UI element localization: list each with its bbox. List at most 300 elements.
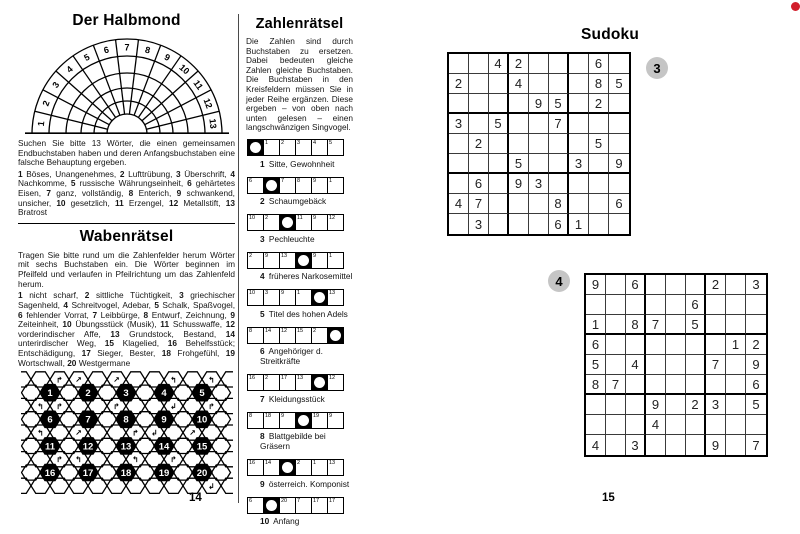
sudoku-cell[interactable] [706, 415, 726, 435]
sudoku-cell[interactable]: 8 [626, 315, 646, 335]
sudoku-cell[interactable]: 1 [726, 335, 746, 355]
sudoku-cell[interactable] [569, 134, 589, 154]
strip-cell[interactable] [328, 253, 343, 268]
clue-number: 10 [62, 319, 72, 330]
strip-cell-number: 6 [249, 177, 253, 184]
strip-cell[interactable] [248, 375, 264, 390]
sudoku-cell[interactable]: 4 [509, 74, 529, 94]
strip-clue-number: 10 [260, 516, 270, 527]
sudoku-cell[interactable] [706, 375, 726, 395]
sudoku-cell[interactable]: 4 [646, 415, 666, 435]
sudoku-cell[interactable] [549, 74, 569, 94]
strip-circle-cell[interactable] [264, 178, 280, 193]
sudoku-cell[interactable] [606, 355, 626, 375]
strip-cell[interactable] [248, 178, 264, 193]
strip-clue: 1 Sitte, Gewohnheit [260, 158, 335, 169]
strip-cell[interactable] [280, 375, 296, 390]
sudoku-cell[interactable] [569, 54, 589, 74]
sudoku-cell[interactable] [706, 335, 726, 355]
strip-cell-number: 1 [329, 252, 333, 259]
sudoku-cell[interactable] [606, 275, 626, 295]
sudoku-cell[interactable]: 2 [449, 74, 469, 94]
halbmond-column [18, 8, 235, 497]
sudoku-cell[interactable]: 2 [706, 275, 726, 295]
sudoku-cell[interactable] [606, 395, 626, 415]
strip-cell[interactable] [312, 215, 328, 230]
sudoku-cell[interactable]: 7 [706, 355, 726, 375]
letter-circle [282, 462, 293, 473]
sudoku-cell[interactable] [706, 295, 726, 315]
waben-cell-number: 9 [160, 414, 167, 426]
strip-cell-number: 12 [329, 375, 336, 382]
sudoku-grid-label-3: 3 [646, 57, 668, 79]
sudoku-cell[interactable]: 8 [549, 194, 569, 214]
direction-arrow-icon: ↱ [55, 402, 63, 412]
sudoku-cell[interactable] [569, 174, 589, 194]
direction-arrow-icon: ↲ [169, 402, 177, 412]
sudoku-cell[interactable] [686, 335, 706, 355]
sudoku-cell[interactable]: 7 [646, 315, 666, 335]
page-number-15: 15 [602, 492, 615, 504]
halbmond-sector-number: 5 [81, 51, 91, 63]
letter-circle [314, 377, 325, 388]
sudoku-cell[interactable] [509, 134, 529, 154]
sudoku-cell[interactable] [646, 335, 666, 355]
strip-cell[interactable] [328, 498, 343, 513]
sudoku-cell[interactable] [529, 134, 549, 154]
sudoku-cell[interactable]: 6 [626, 275, 646, 295]
strip-clue-number: 6 [260, 346, 265, 357]
clue-number: 19 [225, 347, 235, 358]
sudoku-cell[interactable] [626, 395, 646, 415]
halbmond-clues: 1 Böses, Unangenehmes, 2 Lufttrübung, 3 Überschrift, 4 Nachkomme, 5 russische Währungseinheit, 6 gehärtetes Eisen, 7 ganz, vollständig, 8 Enterich, 9 schwankend, unsicher, 10 gesetzlich, 11 Erzengel, 12 Metallstift, 13 Bratrost [18, 168, 235, 218]
sudoku-cell[interactable] [469, 154, 489, 174]
sudoku-cell[interactable]: 5 [549, 94, 569, 114]
zahlen-strip [247, 289, 353, 319]
sudoku-cell[interactable] [549, 54, 569, 74]
sudoku-cell[interactable] [449, 94, 469, 114]
sudoku-cell[interactable] [449, 134, 469, 154]
strip-cell[interactable] [280, 290, 296, 305]
sudoku-cell[interactable] [569, 94, 589, 114]
strip-circle-cell[interactable] [280, 460, 296, 475]
sudoku-cell[interactable]: 4 [449, 194, 469, 214]
zahlen-strip [247, 214, 353, 244]
strip-cell[interactable] [264, 413, 280, 428]
sudoku-cell[interactable] [666, 415, 686, 435]
sudoku-cell[interactable]: 5 [609, 74, 629, 94]
sudoku-cell[interactable] [449, 214, 469, 234]
sudoku-cell[interactable]: 7 [752, 437, 760, 453]
sudoku-cell[interactable]: 3 [449, 114, 469, 134]
sudoku-cell[interactable]: 7 [549, 114, 569, 134]
sudoku-cell[interactable] [589, 174, 609, 194]
sudoku-cell[interactable]: 5 [489, 114, 509, 134]
strip-cell[interactable] [280, 178, 296, 193]
sudoku-cell[interactable] [549, 134, 569, 154]
sudoku-cell[interactable] [589, 194, 609, 214]
sudoku-cell[interactable] [606, 415, 626, 435]
sudoku-cell[interactable] [626, 295, 646, 315]
strip-cell-number: 12 [329, 215, 336, 222]
sudoku-cell[interactable]: 6 [589, 54, 609, 74]
sudoku-cell[interactable] [666, 375, 686, 395]
letter-circle [266, 500, 277, 511]
sudoku-cell[interactable] [726, 275, 746, 295]
strip-cell[interactable] [296, 290, 312, 305]
zahlenraetsel-column [246, 8, 353, 534]
direction-arrow-icon: ↱ [131, 428, 139, 438]
strip-cell-number: 3 [297, 140, 301, 147]
strip-cell[interactable] [280, 413, 296, 428]
sudoku-grid-3[interactable] [447, 52, 631, 236]
letter-circle [266, 180, 277, 191]
sudoku-cell[interactable] [726, 315, 746, 335]
strip-cell[interactable] [264, 375, 280, 390]
sudoku-cell[interactable] [626, 375, 646, 395]
sudoku-cell[interactable] [589, 114, 609, 134]
sudoku-cell[interactable] [646, 435, 666, 455]
sudoku-cell[interactable]: 4 [586, 435, 606, 455]
sudoku-cell[interactable] [509, 214, 529, 234]
sudoku-cell[interactable] [666, 315, 686, 335]
sudoku-cell[interactable]: 1 [569, 214, 589, 234]
clue-number: 5 [154, 299, 159, 310]
strip-cell-number: 16 [249, 375, 256, 382]
sudoku-cell[interactable] [726, 395, 746, 415]
sudoku-cell[interactable] [666, 335, 686, 355]
sudoku-cell[interactable]: 2 [589, 94, 609, 114]
strip-cell[interactable] [328, 140, 343, 155]
strip-circle-cell[interactable] [264, 498, 280, 513]
sudoku-cell[interactable] [529, 74, 549, 94]
sudoku-cell[interactable] [706, 315, 726, 335]
sudoku-cell[interactable]: 6 [686, 295, 706, 315]
sudoku-cell[interactable] [726, 415, 746, 435]
sudoku-cell[interactable] [589, 154, 609, 174]
clue-number: 2 [119, 168, 125, 179]
strip-cell-number: 8 [249, 412, 253, 419]
sudoku-cell[interactable] [686, 375, 706, 395]
sudoku-cell[interactable] [646, 275, 666, 295]
sudoku-cell[interactable] [666, 435, 686, 455]
sudoku-cell[interactable]: 5 [589, 134, 609, 154]
strip-clue: 2 Schaumgebäck [260, 196, 327, 207]
sudoku-cell[interactable]: 2 [746, 335, 766, 355]
sudoku-cell[interactable]: 6 [469, 174, 489, 194]
strip-cell[interactable] [280, 328, 296, 343]
strip-cell[interactable] [328, 215, 343, 230]
sudoku-cell[interactable]: 9 [529, 94, 549, 114]
halbmond-diagram[interactable] [25, 32, 229, 134]
sudoku-cell[interactable]: 3 [569, 154, 589, 174]
column-divider [238, 14, 239, 503]
strip-cell[interactable] [296, 498, 312, 513]
strip-cell[interactable] [248, 328, 264, 343]
sudoku-cell[interactable] [529, 194, 549, 214]
sudoku-cell[interactable]: 3 [469, 214, 489, 234]
direction-arrow-icon: ↱ [112, 402, 120, 412]
strip-cell[interactable] [280, 498, 296, 513]
sudoku-cell[interactable]: 6 [746, 375, 766, 395]
strip-cell[interactable] [248, 253, 264, 268]
direction-arrow-icon: ↱ [207, 402, 215, 412]
sudoku-cell[interactable]: 2 [509, 54, 529, 74]
sudoku-cell[interactable] [469, 74, 489, 94]
zahlen-strip-box [247, 252, 344, 269]
sudoku-cell[interactable] [509, 114, 529, 134]
strip-cell[interactable] [312, 328, 328, 343]
waben-cell-number: 6 [46, 414, 53, 426]
sudoku-cell[interactable] [686, 435, 706, 455]
sudoku-cell[interactable]: 8 [589, 74, 609, 94]
sudoku-cell[interactable]: 3 [706, 395, 726, 415]
strip-circle-cell[interactable] [296, 413, 312, 428]
strip-cell[interactable] [264, 290, 280, 305]
strip-cell-number: 2 [265, 375, 269, 382]
waben-cell-number: 17 [82, 468, 93, 480]
sudoku-cell[interactable]: 4 [626, 355, 646, 375]
sudoku-cell[interactable] [469, 54, 489, 74]
sudoku-cell[interactable] [686, 355, 706, 375]
sudoku-cell[interactable] [726, 435, 746, 455]
strip-cell[interactable] [328, 460, 343, 475]
honeycomb-diagram[interactable] [21, 371, 233, 497]
sudoku-cell[interactable]: 9 [646, 395, 666, 415]
clue-number: 6 [187, 178, 192, 189]
sudoku-cell[interactable] [449, 54, 469, 74]
sudoku-cell[interactable]: 5 [746, 395, 766, 415]
sudoku-cell[interactable] [666, 355, 686, 375]
sudoku-cell[interactable] [509, 94, 529, 114]
strip-cell-number: 14 [265, 327, 272, 334]
strip-circle-cell[interactable] [248, 140, 264, 155]
sudoku-cell[interactable] [646, 375, 666, 395]
strip-cell[interactable] [328, 375, 343, 390]
sudoku-cell[interactable] [666, 295, 686, 315]
sudoku-cell[interactable] [666, 275, 686, 295]
strip-clue-number: 7 [260, 393, 265, 404]
sudoku-cell[interactable]: 6 [586, 335, 606, 355]
sudoku-cell[interactable] [586, 395, 606, 415]
halbmond-sector-number: 6 [102, 44, 110, 56]
sudoku-cell[interactable]: 7 [469, 194, 489, 214]
strip-cell[interactable] [312, 178, 328, 193]
strip-cell[interactable] [328, 413, 343, 428]
direction-arrow-icon: ↗ [112, 375, 120, 385]
sudoku-cell[interactable] [609, 134, 629, 154]
sudoku-cell[interactable] [489, 74, 509, 94]
sudoku-cell[interactable]: 9 [609, 154, 629, 174]
strip-cell[interactable] [296, 140, 312, 155]
strip-cell-number: 9 [281, 412, 285, 419]
sudoku-cell[interactable] [606, 335, 626, 355]
sudoku-cell[interactable] [569, 74, 589, 94]
strip-circle-cell[interactable] [312, 375, 328, 390]
clue-number: 4 [230, 168, 235, 179]
strip-cell[interactable] [248, 215, 264, 230]
zahlen-strip [247, 177, 353, 207]
sudoku-cell[interactable] [606, 435, 626, 455]
strip-clue: 5 Titel des hohen Adels [260, 308, 348, 319]
sudoku-cell[interactable] [686, 415, 706, 435]
sudoku-cell[interactable] [569, 114, 589, 134]
sudoku-cell[interactable] [586, 295, 606, 315]
clue-number: 18 [161, 347, 171, 358]
strip-cell[interactable] [312, 253, 328, 268]
strip-cell[interactable] [264, 215, 280, 230]
sudoku-cell[interactable] [626, 415, 646, 435]
sudoku-cell[interactable] [746, 315, 766, 335]
strip-clue-number: 3 [260, 233, 265, 244]
strip-cell[interactable] [280, 253, 296, 268]
sudoku-cell[interactable]: 5 [586, 355, 606, 375]
zahlen-title: Zahlenrätsel [255, 16, 344, 32]
sudoku-cell[interactable]: 5 [509, 154, 529, 174]
sudoku-cell[interactable]: 9 [746, 355, 766, 375]
sudoku-cell[interactable] [646, 295, 666, 315]
strip-cell[interactable] [248, 460, 264, 475]
sudoku-cell[interactable] [609, 174, 629, 194]
sudoku-cell[interactable] [609, 214, 629, 234]
sudoku-cell[interactable] [489, 194, 509, 214]
strip-cell-number: 14 [265, 460, 272, 467]
strip-cell[interactable] [264, 253, 280, 268]
sudoku-cell[interactable] [589, 214, 609, 234]
strip-circle-cell[interactable] [312, 290, 328, 305]
strip-cell[interactable] [296, 215, 312, 230]
sudoku-cell[interactable] [666, 395, 686, 415]
strip-cell[interactable] [248, 498, 264, 513]
strip-cell[interactable] [264, 460, 280, 475]
sudoku-cell[interactable] [469, 94, 489, 114]
strip-cell[interactable] [328, 290, 343, 305]
zahlen-strip [247, 252, 353, 282]
sudoku-cell[interactable] [606, 295, 626, 315]
sudoku-cell[interactable]: 8 [586, 375, 606, 395]
sudoku-cell[interactable] [726, 295, 746, 315]
sudoku-cell[interactable] [489, 154, 509, 174]
sudoku-cell[interactable] [449, 174, 469, 194]
waben-cell-number: 10 [196, 414, 207, 426]
sudoku-cell[interactable] [529, 214, 549, 234]
sudoku-cell[interactable]: 3 [746, 275, 766, 295]
sudoku-cell[interactable]: 9 [586, 275, 606, 295]
halbmond-sector-number: 10 [176, 62, 191, 77]
sudoku-cell[interactable] [549, 174, 569, 194]
sudoku-cell[interactable]: 3 [626, 435, 646, 455]
sudoku-cell[interactable] [586, 415, 606, 435]
sudoku-cell[interactable] [609, 54, 629, 74]
sudoku-cell[interactable]: 7 [606, 375, 626, 395]
sudoku-cell[interactable]: 2 [686, 395, 706, 415]
strip-cell[interactable] [296, 328, 312, 343]
strip-cell[interactable] [296, 178, 312, 193]
sudoku-cell[interactable] [529, 54, 549, 74]
sudoku-cell[interactable] [746, 295, 766, 315]
sudoku-cell[interactable] [529, 154, 549, 174]
sudoku-grid-4[interactable] [584, 273, 768, 457]
strip-circle-cell[interactable] [280, 215, 296, 230]
sudoku-cell[interactable] [529, 114, 549, 134]
waben-cell-number: 12 [82, 441, 93, 453]
sudoku-cell[interactable]: 2 [469, 134, 489, 154]
sudoku-cell[interactable] [726, 375, 746, 395]
sudoku-cell[interactable] [489, 94, 509, 114]
strip-clue: 8 Blattgebilde bei Gräsern [260, 431, 326, 452]
sudoku-cell[interactable] [686, 275, 706, 295]
strip-cell-number: 2 [249, 252, 253, 259]
clue-number: 9 [176, 188, 182, 199]
clue-number: 9 [230, 309, 235, 320]
direction-arrow-icon: ↰ [36, 428, 44, 438]
halbmond-sector-number: 8 [143, 44, 151, 56]
clue-number: 17 [81, 347, 91, 358]
direction-arrow-icon: ↰ [74, 455, 82, 465]
clue-number: 12 [225, 319, 236, 330]
clue-number: 11 [114, 197, 124, 208]
sudoku-cell[interactable] [626, 335, 646, 355]
strip-circle-cell[interactable] [328, 328, 343, 343]
sudoku-cell[interactable] [549, 154, 569, 174]
sudoku-cell[interactable] [726, 355, 746, 375]
sudoku-cell[interactable]: 1 [586, 315, 606, 335]
sudoku-cell[interactable]: 6 [609, 194, 629, 214]
sudoku-cell[interactable] [646, 355, 666, 375]
strip-cell[interactable] [248, 290, 264, 305]
halbmond-sector-number: 12 [200, 96, 214, 110]
sudoku-cell[interactable]: 5 [686, 315, 706, 335]
sudoku-cell[interactable] [469, 114, 489, 134]
sudoku-cell[interactable] [569, 194, 589, 214]
sudoku-cell[interactable]: 9 [509, 174, 529, 194]
strip-cell[interactable] [264, 140, 280, 155]
strip-cell[interactable] [312, 498, 328, 513]
sudoku-cell[interactable]: 4 [489, 54, 509, 74]
strip-cell[interactable] [328, 178, 343, 193]
strip-cell[interactable] [248, 413, 264, 428]
sudoku-cell[interactable] [489, 134, 509, 154]
strip-cell[interactable] [280, 140, 296, 155]
sudoku-cell[interactable] [746, 415, 766, 435]
sudoku-cell[interactable] [489, 174, 509, 194]
strip-cell-number: 2 [313, 327, 317, 334]
strip-cell-number: 1 [329, 177, 333, 184]
sudoku-cell[interactable]: 6 [549, 214, 569, 234]
strip-cell[interactable] [312, 460, 328, 475]
strip-cell[interactable] [264, 328, 280, 343]
zahlen-strip [247, 139, 353, 169]
strip-cell[interactable] [296, 460, 312, 475]
sudoku-cell[interactable] [609, 114, 629, 134]
strip-cell[interactable] [312, 413, 328, 428]
zahlen-strip-box [247, 289, 344, 306]
sudoku-cell[interactable] [449, 154, 469, 174]
sudoku-cell[interactable] [606, 315, 626, 335]
sudoku-cell[interactable] [489, 214, 509, 234]
waben-cell-number: 18 [120, 468, 131, 480]
sudoku-cell[interactable]: 9 [706, 435, 726, 455]
sudoku-title: Sudoku [580, 26, 640, 43]
strip-clue: 6 Angehöriger d. Streitkräfte [260, 346, 323, 367]
sudoku-cell[interactable] [509, 194, 529, 214]
sudoku-cell[interactable] [609, 94, 629, 114]
strip-circle-cell[interactable] [296, 253, 312, 268]
strip-cell[interactable] [296, 375, 312, 390]
direction-arrow-icon: ↰ [131, 455, 139, 465]
strip-cell[interactable] [312, 140, 328, 155]
sudoku-cell[interactable]: 3 [529, 174, 549, 194]
